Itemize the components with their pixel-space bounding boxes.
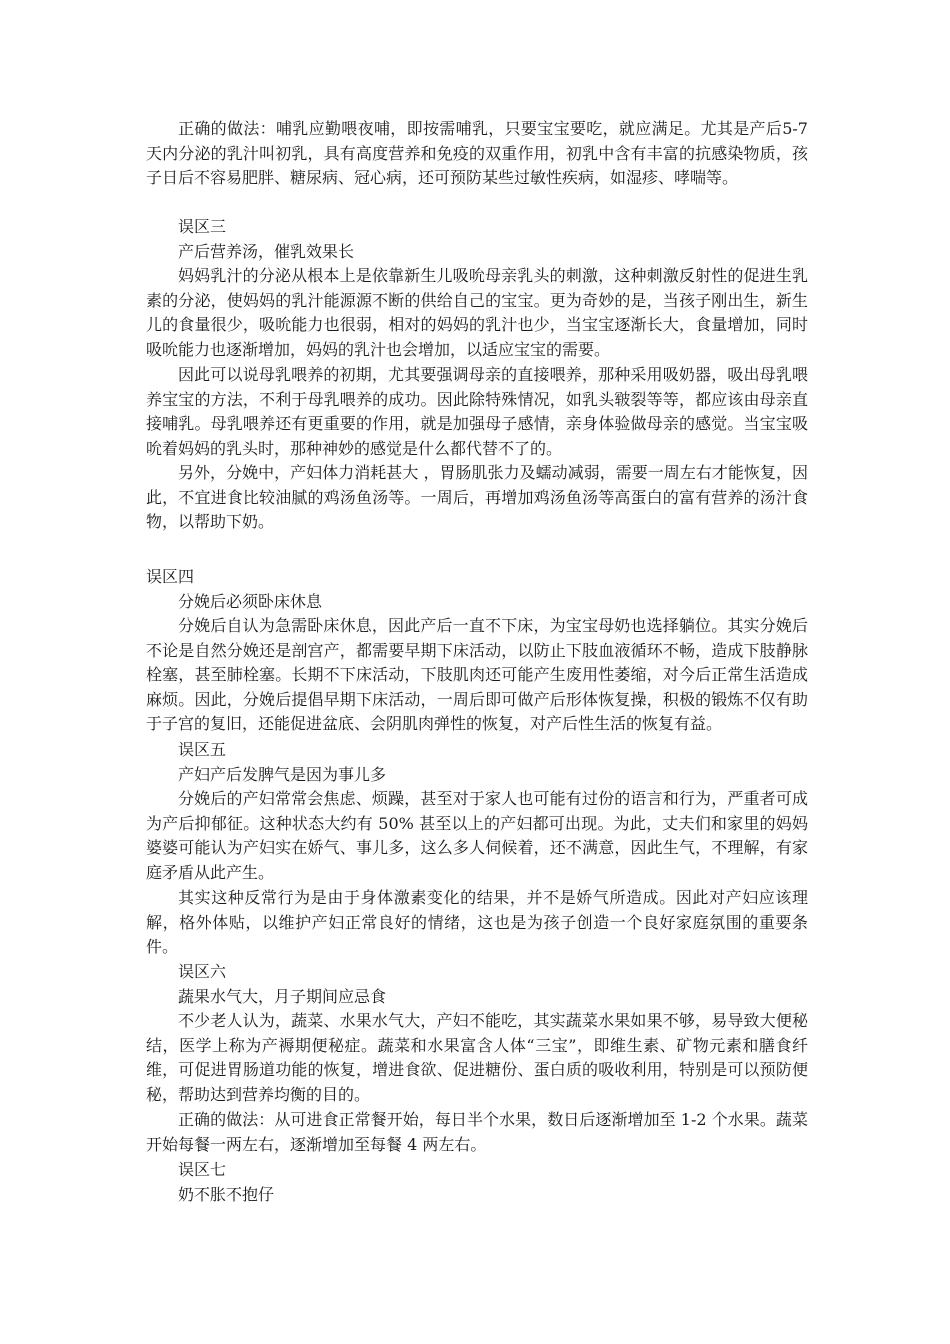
section-heading-wuqu-4: 误区四 xyxy=(146,567,195,586)
paragraph-milk-secretion: 妈妈乳汁的分泌从根本上是依靠新生儿吸吮母亲乳头的刺激，这种刺激反射性的促进生乳素的分泌，使妈妈的乳汁能源源不断的供给自己的宝宝。更为奇妙的是，当孩子刚出生，新生儿的食量很少，吸吮能力也很弱，相对的妈妈的乳汁也少，当宝宝逐渐长大，食量增加，同时吸吮能力也逐渐增加，妈妈的乳汁也会增加，以适应宝宝的需要。 xyxy=(146,266,808,359)
paragraph-hormone-changes: 其实这种反常行为是由于身体激素变化的结果，并不是娇气所造成。因此对产妇应该理解，格外体贴，以维护产妇正常良好的情绪，这也是为孩子创造一个良好家庭氛围的重要条件。 xyxy=(146,888,808,956)
paragraph-postpartum-soup: 另外，分娩中，产妇体力消耗甚大 ，胃肠肌张力及蠕动减弱，需要一周左右才能恢复，因此，不宜进食比较油腻的鸡汤鱼汤等。一周后，再增加鸡汤鱼汤等高蛋白的富有营养的汤汁食物，以帮助下奶。 xyxy=(146,463,808,531)
section-title-wuqu-6: 蔬果水气大，月子期间应忌食 xyxy=(178,987,387,1006)
paragraph-postpartum-mood: 分娩后的产妇常常会焦虑、烦躁，甚至对于家人也可能有过份的语言和行为，严重者可成为产后抑郁征。这种状态大约有 50% 甚至以上的产妇都可出现。为此，丈夫们和家里的妈妈婆婆可能认为产妇实在娇气、事儿多，这么多人伺候着，还不满意，因此生气，不理解，有家庭矛盾从此产生。 xyxy=(146,789,808,882)
paragraph-correct-practice-fruits: 正确的做法：从可进食正常餐开始，每日半个水果，数日后逐渐增加至 1-2 个水果。蔬菜开始每餐一两左右，逐渐增加至每餐 4 两左右。 xyxy=(146,1110,808,1154)
paragraph-fruits-vegetables: 不少老人认为，蔬菜、水果水气大，产妇不能吃，其实蔬菜水果如果不够，易导致大便秘结，医学上称为产褥期便秘症。蔬菜和水果富含人体“三宝”，即维生素、矿物元素和膳食纤维，可促进胃肠道功能的恢复，增进食欲、促进糖份、蛋白质的吸收利用，特别是可以预防便秘，帮助达到营养均衡的目的。 xyxy=(146,1011,808,1104)
section-title-wuqu-3: 产后营养汤，催乳效果长 xyxy=(178,242,355,261)
section-title-wuqu-4: 分娩后必须卧床休息 xyxy=(178,592,323,611)
section-heading-wuqu-6: 误区六 xyxy=(178,962,227,981)
section-title-wuqu-5: 产妇产后发脾气是因为事儿多 xyxy=(178,765,387,784)
paragraph-direct-feeding: 因此可以说母乳喂养的初期，尤其要强调母亲的直接喂养，那种采用吸奶器，吸出母乳喂养宝宝的方法，不利于母乳喂养的成功。因此除特殊情况，如乳头皲裂等等，都应该由母亲直接哺乳。母乳喂养还有更重要的作用，就是加强母子感情，亲身体验做母亲的感觉。当宝宝吸吮着妈妈的乳头时，那种神妙的感觉是什么都代替不了的。 xyxy=(146,365,808,458)
section-heading-wuqu-7: 误区七 xyxy=(178,1160,227,1179)
paragraph-correct-practice-breastfeeding: 正确的做法：哺乳应勤喂夜哺，即按需哺乳，只要宝宝要吃，就应满足。尤其是产后5-7天内分泌的乳汁叫初乳，具有高度营养和免疫的双重作用，初乳中含有丰富的抗感染物质，孩子日后不容易肥胖、糖尿病、冠心病，还可预防某些过敏性疾病，如湿疹、哮喘等。 xyxy=(146,119,808,187)
section-heading-wuqu-5: 误区五 xyxy=(178,740,227,759)
section-heading-wuqu-3: 误区三 xyxy=(178,217,227,236)
paragraph-early-activity: 分娩后自认为急需卧床休息，因此产后一直不下床，为宝宝母奶也选择躺位。其实分娩后不论是自然分娩还是剖宫产，都需要早期下床活动，以防止下肢血液循环不畅，造成下肢静脉栓塞，甚至肺栓塞。长期不下床活动，下肢肌肉还可能产生废用性萎缩，对今后正常生活造成麻烦。因此，分娩后提倡早期下床活动，一周后即可做产后形体恢复操，积极的锻炼不仅有助于子宫的复旧，还能促进盆底、会阴肌肉弹性的恢复，对产后性生活的恢复有益。 xyxy=(146,616,808,733)
section-title-wuqu-7: 奶不胀不抱仔 xyxy=(178,1185,275,1204)
